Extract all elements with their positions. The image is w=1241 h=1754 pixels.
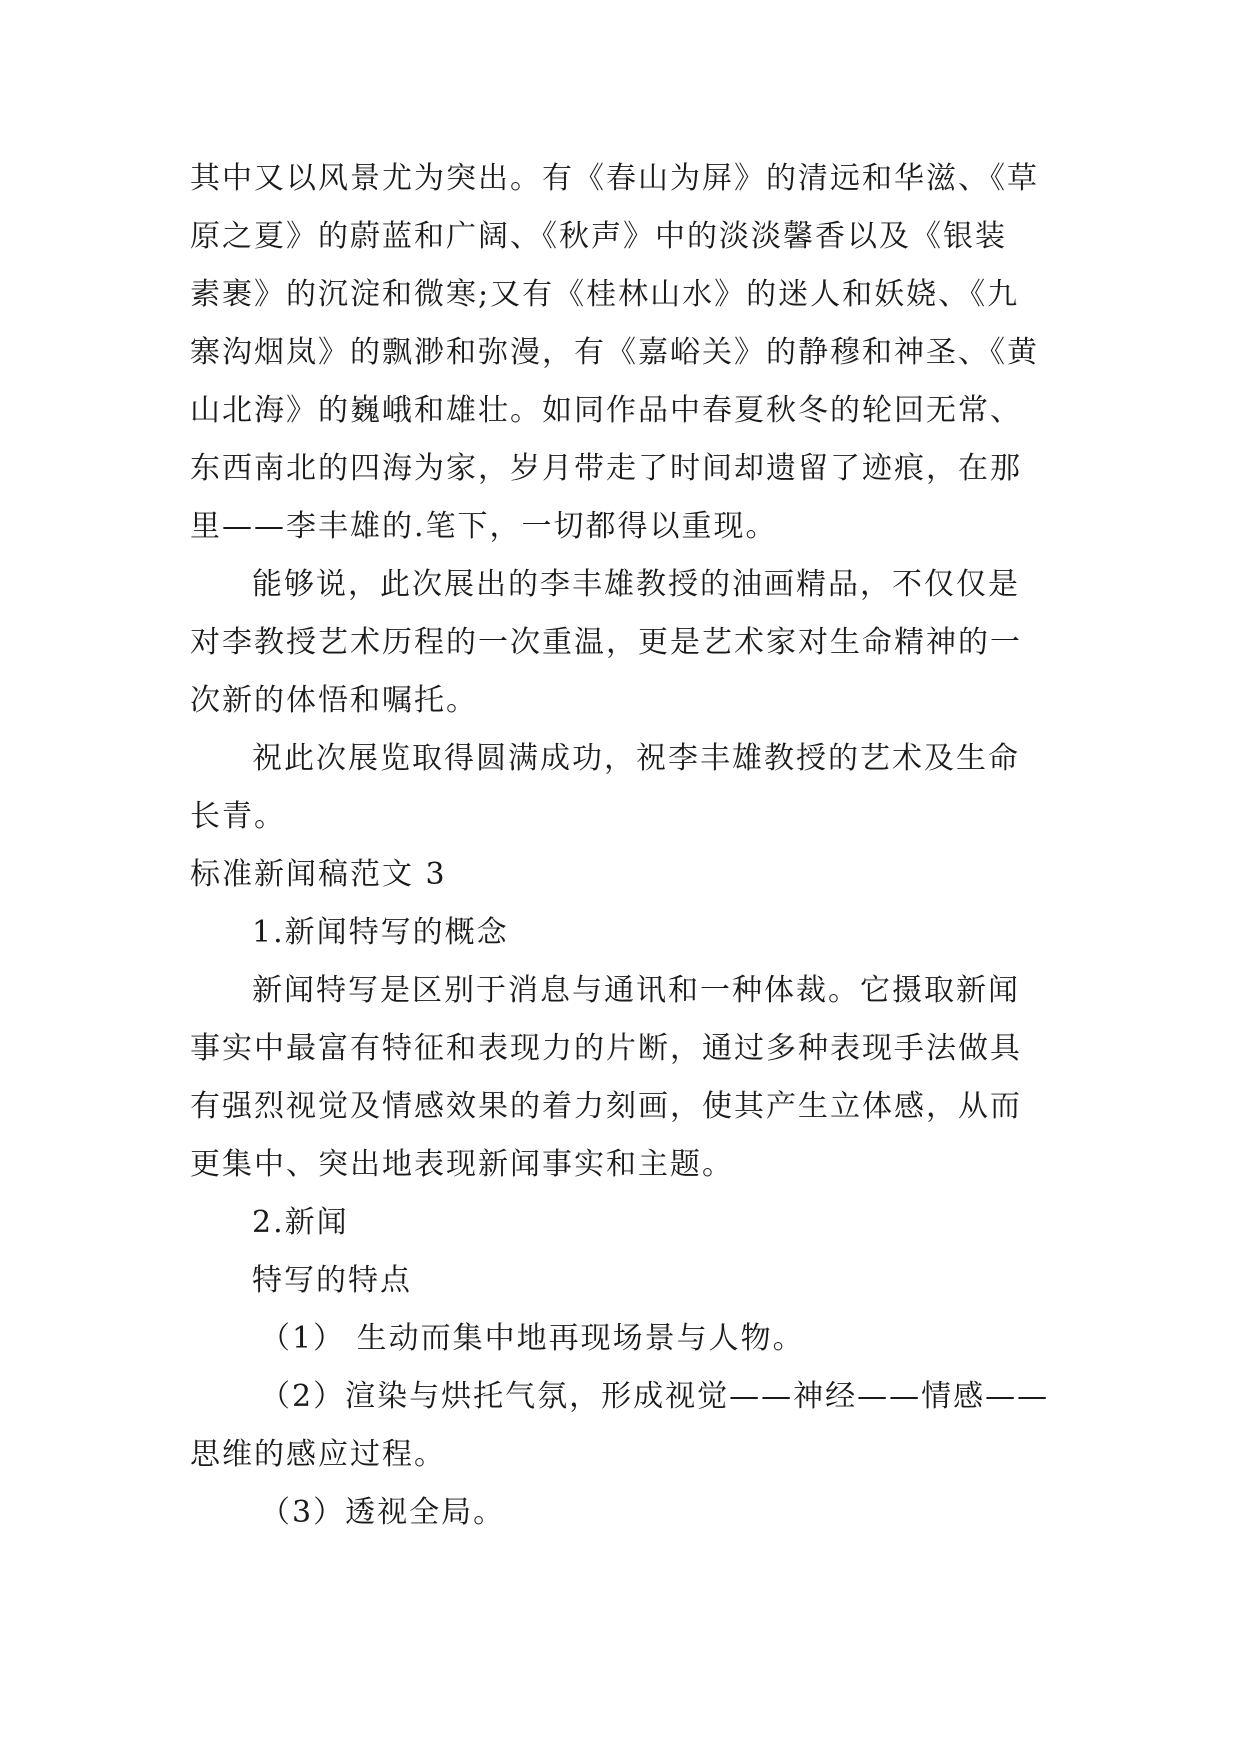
paragraph-line: 素裹》的沉淀和微寒;又有《桂林山水》的迷人和妖娆、《九 <box>190 277 1020 312</box>
paragraph-line: 能够说，此次展出的李丰雄教授的油画精品，不仅仅是 <box>252 567 1020 602</box>
document-page <box>190 150 1050 1542</box>
paragraph-line: 新闻特写是区别于消息与通讯和一种体裁。它摄取新闻 <box>252 973 1020 1008</box>
list-item: （2）渲染与烘托气氛，形成视觉——神经——情感—— <box>260 1379 1050 1414</box>
paragraph-line: 思维的感应过程。 <box>190 1437 446 1472</box>
paragraph-line: 次新的体悟和嘱托。 <box>190 683 478 718</box>
paragraph-line: 长青。 <box>190 799 286 834</box>
paragraph-line: 祝此次展览取得圆满成功，祝李丰雄教授的艺术及生命 <box>252 741 1020 776</box>
subheading: 2.新闻 <box>252 1205 349 1240</box>
paragraph-line: 寨沟烟岚》的飘渺和弥漫，有《嘉峪关》的静穆和神圣、《黄 <box>190 335 1039 370</box>
paragraph-line: 山北海》的巍峨和雄壮。如同作品中春夏秋冬的轮回无常、 <box>190 393 1022 428</box>
paragraph-line: 东西南北的四海为家，岁月带走了时间却遗留了迹痕，在那 <box>190 451 1022 486</box>
paragraph-line: 其中又以风景尤为突出。有《春山为屏》的清远和华滋、《草 <box>190 161 1039 196</box>
paragraph-line: 更集中、突出地表现新闻事实和主题。 <box>190 1147 734 1182</box>
section-heading: 标准新闻稿范文 3 <box>190 857 447 892</box>
paragraph-line: 对李教授艺术历程的一次重温，更是艺术家对生命精神的一 <box>190 625 1022 660</box>
list-item: （3）透视全局。 <box>260 1495 506 1530</box>
list-item: （1） 生动而集中地再现场景与人物。 <box>260 1321 805 1356</box>
paragraph-line: 里——李丰雄的.笔下，一切都得以重现。 <box>190 509 778 544</box>
subheading: 1.新闻特写的概念 <box>252 915 509 950</box>
paragraph-line: 原之夏》的蔚蓝和广阔、《秋声》中的淡淡馨香以及《银装 <box>190 219 1007 254</box>
paragraph-line: 事实中最富有特征和表现力的片断，通过多种表现手法做具 <box>190 1031 1022 1066</box>
paragraph-line: 特写的特点 <box>252 1263 412 1298</box>
paragraph-line: 有强烈视觉及情感效果的着力刻画，使其产生立体感，从而 <box>190 1089 1022 1124</box>
